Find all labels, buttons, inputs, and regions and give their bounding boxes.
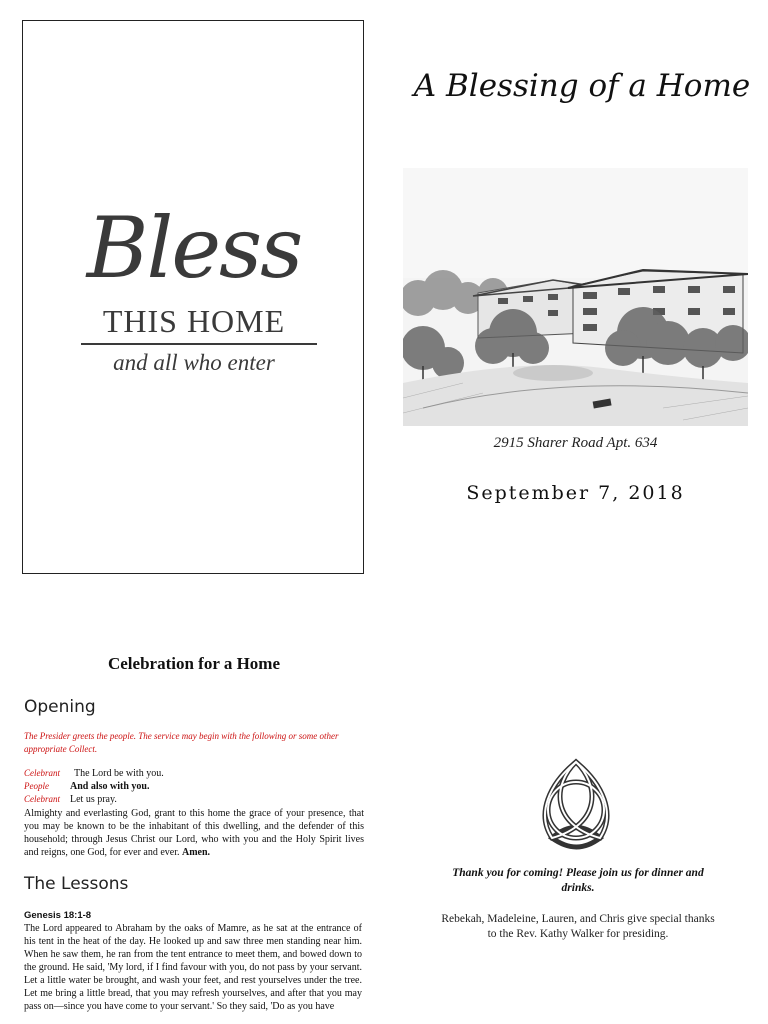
dialog-role: Celebrant: [24, 794, 60, 804]
dialog-text: Let us pray.: [70, 794, 117, 805]
cover-divider: [81, 343, 317, 345]
opening-heading: Opening: [24, 697, 96, 717]
cover-all-who-enter: and all who enter: [113, 350, 275, 375]
cover-bless-word: Bless: [86, 199, 302, 297]
opening-rubric: The Presider greets the people. The service may begin with the following or some other appropriate Collect.: [24, 731, 339, 754]
dialog-line: [24, 767, 366, 780]
reading-reference: Genesis 18:1-8: [24, 910, 92, 921]
special-thanks: Rebekah, Madeleine, Lauren, and Chris give special thanks to the Rev. Kathy Walker for presiding.: [441, 913, 715, 940]
page-title: A Blessing of a Home: [413, 68, 751, 104]
lessons-heading: The Lessons: [24, 874, 129, 894]
home-address: 2915 Sharer Road Apt. 634: [493, 435, 658, 451]
dialog-text: The Lord be with you.: [74, 768, 164, 779]
cover-card: [22, 20, 364, 574]
prayer-amen: Amen.: [182, 847, 211, 858]
opening-prayer: [24, 807, 364, 859]
dialog-line: [24, 780, 366, 793]
opening-dialog: [24, 767, 366, 806]
dialog-role: Celebrant: [24, 768, 60, 778]
dialog-role: People: [24, 781, 49, 791]
dialog-line: [24, 793, 366, 806]
event-date: September 7, 2018: [466, 482, 685, 504]
dialog-text: And also with you.: [70, 781, 150, 792]
trinity-knot-icon: [524, 754, 628, 854]
thanks-message: Thank you for coming! Please join us for dinner and drinks.: [452, 867, 704, 894]
service-title: Celebration for a Home: [107, 654, 280, 673]
cover-this-home: THIS HOME: [102, 303, 286, 339]
apartment-building-sketch-icon: [403, 168, 748, 426]
reading-text: The Lord appeared to Abraham by the oaks of Mamre, as he sat at the entrance of his tent in the heat of the day. He looked up and saw three men standing near him. When he saw them, he ran from the tent entrance to meet them, and bowed down to the ground. He said, 'My lord, if I find favour with you, do not pass by your servant. Let a little water be brought, and wash your feet, and rest yourselves under the tree. Let me bring a little bread, that you may refresh yourselves, and after that you may pass on—since you have come to your servant.' So they said, 'Do as you have: [24, 923, 362, 1012]
prayer-text: Almighty and everlasting God, grant to this home the grace of your presence, that you may be known to be the inhabitant of this dwelling, and the defender of this household; through Jesus Christ our Lord, who with you and the Holy Spirit lives and reigns, one God, for ever and ever.: [24, 808, 364, 858]
